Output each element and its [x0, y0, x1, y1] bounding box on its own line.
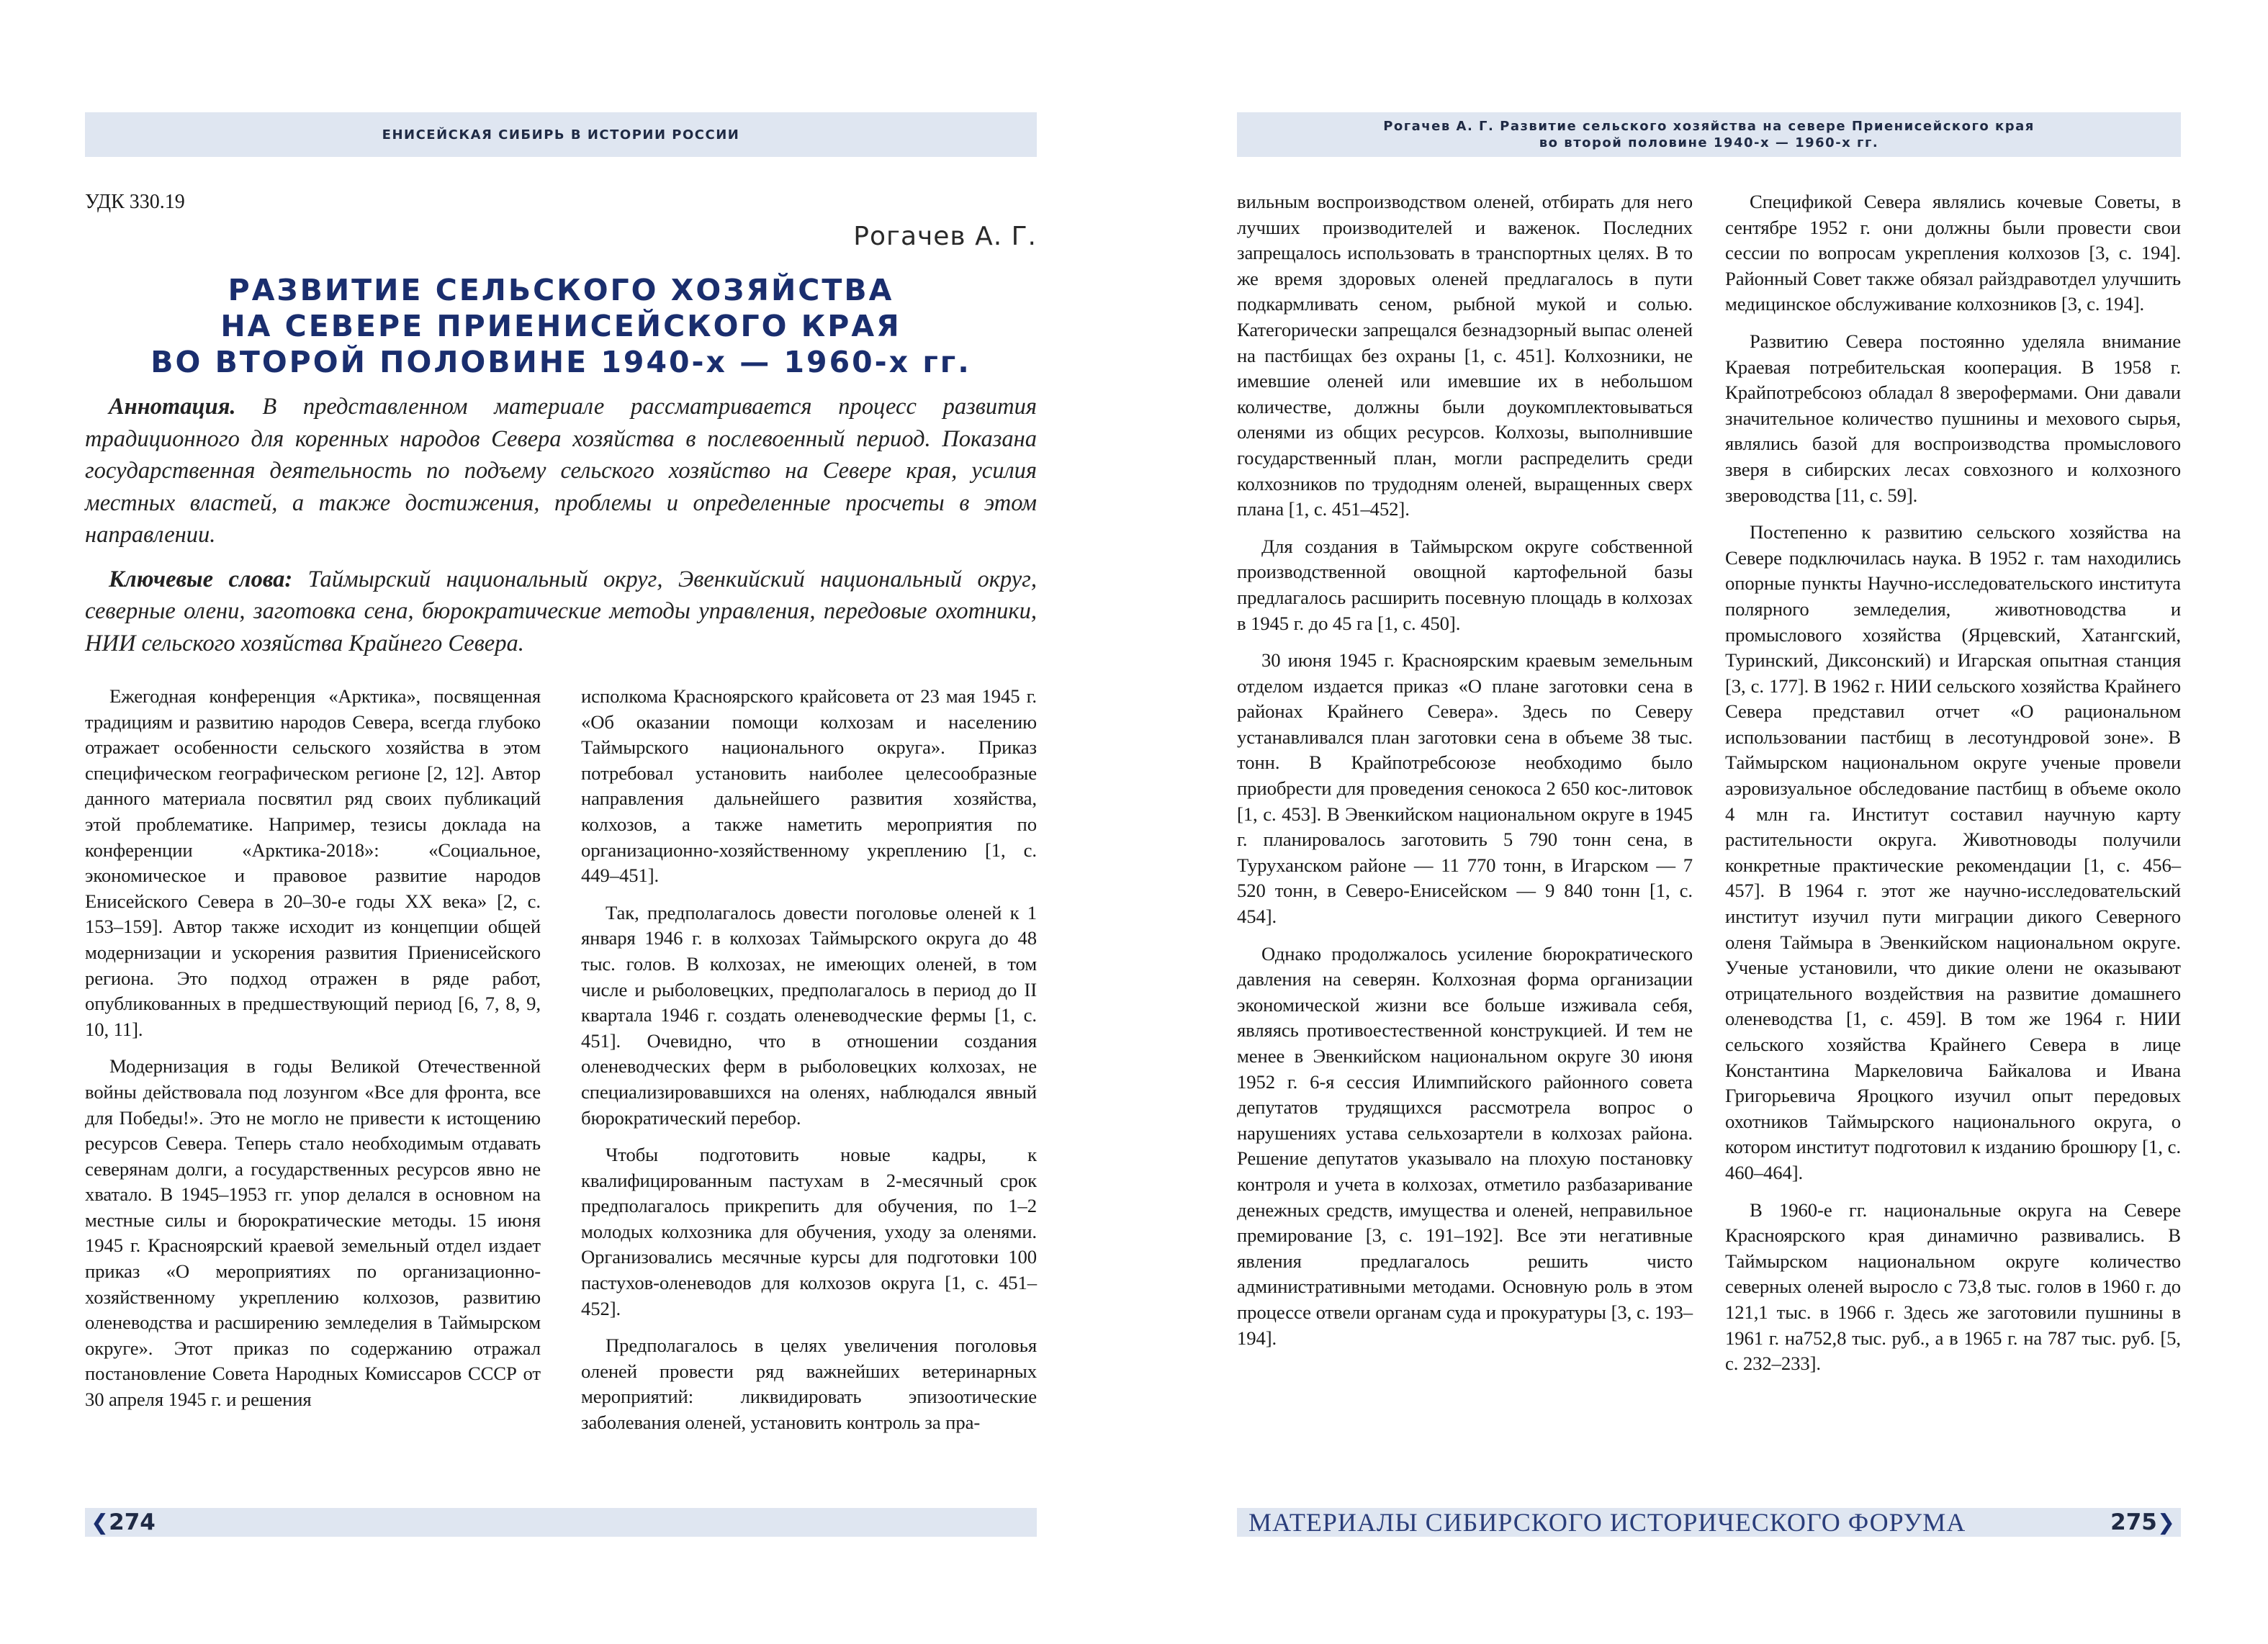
page-number	[2110, 1509, 2175, 1535]
footer-bar	[1237, 1508, 2181, 1537]
body-paragraph: 30 июня 1945 г. Красноярским краевым земельным отделом издается приказ «О плане заготовки сена в районах Крайнего Севера». Здесь по Северу устанавливался план заготовки сена в объеме 38 тыс. тонн. В Крайпотребсоюзе необходимо было приобрести для проведения сенокоса 2 650 кос-литовок [1, с. 453]. В Эвенкийском национальном округе в 1945 г. планировалось заготовить 5 790 тонн сена, в Туруханском районе — 11 770 тонн, в Игарском — 7 520 тонн, в Северо-Енисейском — 9 840 тонн [1, с. 454].	[1237, 649, 1693, 928]
body-paragraph: Спецификой Севера являлись кочевые Советы, в сентябре 1952 г. они должны были провести свои сессии по вопросам укрепления колхозов [3, с. 194]. Районный Совет также обязал райздравотдел улучшить медицинское обслуживание колхозников [3, с. 194].	[1725, 191, 2181, 315]
chevron-left-icon: ❮	[91, 1509, 109, 1535]
abstract-label: Аннотация.	[109, 394, 236, 420]
body-paragraph: Однако продолжалось усиление бюрократического давления на северян. Колхозная форма организации экономической жизни все больше изживала себя, являясь противоестественной конструкцией. И тем не менее в Эвенкийском национальном округе 30 июня 1952 г. 6-я сессия Илимпийского районного совета депутатов трудящихся рассмотрела вопрос о нарушениях устава сельхозартели в колхозах района. Решение депутатов указывало на плохую постановку контроля и учета в колхозах, отметило разбазаривание денежных средств, имущества и оленей, неправильное премирование [3, с. 191–192]. Все эти негативные явления предлагалось решить чисто административными методами. Основную роль в этом процессе отвели органам суда и прокуратуры [3, с. 193–194].	[1237, 942, 1693, 1349]
body-paragraph: Так, предполагалось довести поголовье оленей к 1 января 1946 г. в колхозах Таймырского округа до 48 тыс. голов. В колхозах, не имеющих оленей, в том числе и рыболовецких, предполагалось в период до II квартала 1946 г. создать оленеводческие фермы [1, с. 451]. Очевидно, что в отношении создания оленеводческих ферм в рыболовецких колхозах, не специализировавшихся на оленях, наблюдался явный бюрократический перебор.	[581, 901, 1037, 1129]
column-right	[1725, 189, 2181, 1377]
page-number-text: 275	[2110, 1509, 2157, 1535]
body-paragraph: Предполагалось в целях увеличения поголовья оленей провести ряд важнейших ветеринарных мероприятий: ликвидировать эпизоотические заболевания оленей, установить контроль за пра-	[581, 1334, 1037, 1434]
abstract-paragraph	[85, 391, 1037, 551]
body-paragraph: В 1960-е гг. национальные округа на Севере Красноярского края динамично развивались. В Таймырском национальном округе количество северных оленей выросло с 73,8 тыс. голов в 1960 г. до 121,1 тыс. в 1966 г. Здесь же заготовили пушнины в 1961 г. на752,8 тыс. руб., а в 1965 г. на 787 тыс. руб. [5, с. 232–233].	[1725, 1198, 2181, 1375]
body-paragraph: Постепенно к развитию сельского хозяйства на Севере подключилась наука. В 1952 г. там находились опорные пункты Научно-исследовательского института полярного земледелия, животноводства и промыслового хозяйства (Ярцевский, Хатангский, Туринский, Диксонский) и Игарская опытная станция [3, с. 177]. В 1962 г. НИИ сельского хозяйства Крайнего Севера представил отчет «О рациональном использовании пастбищ в лесотундровой зоне». В Таймырском национальном округе ученые провели аэровизуальное обследование пастбищ в объеме около 4 млн га. Институт составил научную карту растительности округа. Животноводы получили конкретные практические рекомендации [1, с. 456–457]. В 1964 г. этот же научно-исследовательский институт изучил пути миграции дикого Северного оленя Таймыра в Эвенкийском национальном округе. Ученые установили, что дикие олени не оказывают отрицательного воздействия на развитие домашнего оленеводства [1, с. 459]. В том же 1964 г. НИИ сельского хозяйства Крайнего Севера в лице Константина Маркеловича Байкалова и Ивана Григорьевича Яроцкого изучил опыт передовых охотников Таймырского национального округа, о котором институт подготовил к изданию брошюру [1, с. 460–464].	[1725, 521, 2181, 1183]
column-left	[85, 684, 541, 1436]
keywords-text: Таймырский национальный округ, Эвенкийский национальный округ, северные олени, заготовка сена, бюрократические методы управления, передовые охотники, НИИ сельского хозяйства Крайнего Севера.	[85, 566, 1037, 656]
footer-bar	[85, 1508, 1037, 1537]
body-paragraph: Ежегодная конференция «Арктика», посвященная традициям и развитию народов Севера, всегда глубоко отражает особенности сельского хозяйства в этом специфическом географическом регионе [2, 12]. Автор данного материала посвятил ряд своих публикаций этой проблематике. Например, тезисы доклада на конференции «Арктика-2018»: «Социальное, экономическое и правовое развитие народов Енисейского Севера в 20–30-е годы XX века» [2, с. 153–159]. Автор также исходит из концепции общей модернизации и ускорения развития Приенисейского региона. Это подход отражен в ряде работ, опубликованных в предшествующий период [6, 7, 8, 9, 10, 11].	[85, 685, 541, 1040]
body-paragraph: исполкома Красноярского крайсовета от 23 мая 1945 г. «Об оказании помощи колхозам и населению Таймырского национального округа». Приказ потребовал установить наиболее целесообразные направления дальнейшего развития хозяйства, колхозов, а также наметить мероприятия по организационно-хозяйственному укреплению [1, с. 449–451].	[581, 685, 1037, 887]
abstract-block	[85, 391, 1037, 659]
title-line: НА СЕВЕРЕ ПРИЕНИСЕЙСКОГО КРАЯ	[220, 309, 901, 343]
page-number-text: 274	[109, 1509, 156, 1535]
journal-title: МАТЕРИАЛЫ СИБИРСКОГО ИСТОРИЧЕСКОГО ФОРУМА	[1248, 1508, 1966, 1537]
running-header	[1237, 112, 2181, 157]
running-header-line: Рогачев А. Г. Развитие сельского хозяйства на севере Приенисейского края	[1383, 119, 2035, 134]
page-number	[91, 1509, 156, 1535]
title-line: РАЗВИТИЕ СЕЛЬСКОГО ХОЗЯЙСТВА	[228, 273, 894, 307]
article-title	[85, 272, 1037, 380]
author-name: Рогачев А. Г.	[853, 222, 1037, 251]
body-paragraph: Модернизация в годы Великой Отечественной войны действовала под лозунгом «Все для фронта, все для Победы!». Это не могло не привести к истощению ресурсов Севера. Теперь стало необходимым отдавать северянам долги, а государственных ресурсов явно не хватало. В 1945–1953 гг. упор делался в основном на местные силы и бюрократические методы. 15 июня 1945 г. Красноярский краевой земельный отдел издает приказ «О мероприятиях по организационно-хозяйственному укреплению колхозов, развитию оленеводства и расширению земледелия в Таймырском округе». Этот приказ по содержанию отражал постановление Совета Народных Комиссаров СССР от 30 апреля 1945 г. и решения	[85, 1055, 541, 1411]
right-page	[1134, 0, 2268, 1644]
keywords-paragraph	[85, 564, 1037, 660]
keywords-label: Ключевые слова:	[109, 566, 293, 592]
running-header	[85, 112, 1037, 157]
body-columns	[1237, 189, 2181, 1377]
title-line: ВО ВТОРОЙ ПОЛОВИНЕ 1940-х — 1960-х гг.	[150, 345, 971, 379]
running-header-line: во второй половине 1940-х — 1960-х гг.	[1539, 135, 1879, 150]
body-paragraph: вильным воспроизводством оленей, отбирать для него лучших производителей и важенок. Последних запрещалось использовать в транспортных целях. В то же время здоровых оленей предлагалось в пути подкармливать сеном, рыбной мукой и солью. Категорически запрещался безнадзорный выпас оленей на пастбищах без охраны [1, с. 451]. Колхозники, не имевшие оленей или имевшие их в небольшом количестве, должны были доукомплектовываться оленями из общих ресурсов. Колхозы, выполнившие государственный план, могли распределить среди колхозников по трудодням оленей, выращенных сверх плана [1, с. 451–452].	[1237, 191, 1693, 520]
body-paragraph: Чтобы подготовить новые кадры, к квалифицированным пастухам в 2-месячный срок предполагалось прикрепить для обучения, по 1–2 молодых колхозника для обучения, уходу за оленями. Организовались месячные курсы для подготовки 100 пастухов-оленеводов для колхозов округа [1, с. 451–452].	[581, 1144, 1037, 1319]
running-header-text: ЕНИСЕЙСКАЯ СИБИРЬ В ИСТОРИИ РОССИИ	[382, 127, 740, 143]
chevron-right-icon: ❯	[2156, 1509, 2175, 1535]
udk-code: УДК 330.19	[85, 191, 185, 213]
column-left	[1237, 189, 1693, 1377]
body-paragraph: Развитию Севера постоянно уделяла внимание Краевая потребительская кооперация. В 1958 г. Крайпотребсоюз обладал 8 зверофермами. Они давали значительное количество пушнины и мехового сырья, являлись базой для воспроизводства промыслового зверя в сибирских лесах совхозного и колхозного звероводства [11, с. 59].	[1725, 330, 2181, 506]
body-paragraph: Для создания в Таймырском округе собственной производственной овощной картофельной базы предлагалось расширить посевную площадь в колхозах в 1945 г. до 45 га [1, с. 450].	[1237, 535, 1693, 634]
column-right	[581, 684, 1037, 1436]
abstract-text: В представленном материале рассматривается процесс развития традиционного для коренных народов Севера хозяйства в послевоенный период. Показана государственная деятельность по подъему сельского хозяйство на Севере края, усилия местных властей, а также достижения, проблемы и определенные просчеты в этом направлении.	[85, 394, 1037, 548]
body-columns	[85, 684, 1037, 1436]
